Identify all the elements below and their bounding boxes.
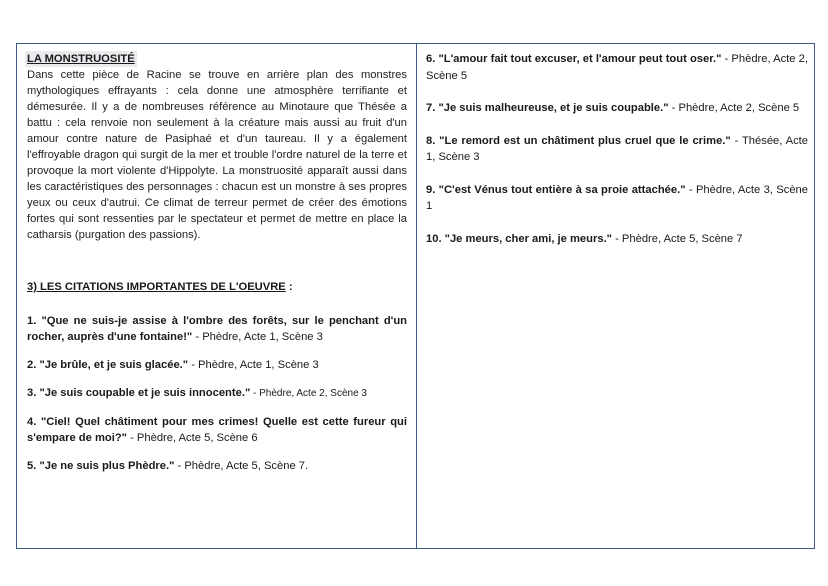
quote-item [426, 100, 808, 117]
quote-text: 6. "L'amour fait tout excuser, et l'amour peut tout oser." [426, 53, 722, 65]
quote-source: - Phèdre, Acte 1, Scène 3 [192, 331, 323, 343]
quote-text: 3. "Je suis coupable et je suis innocente." [27, 387, 251, 399]
quote-source: - Phèdre, Acte 5, Scène 6 [126, 432, 258, 444]
section-heading-monstruosite: LA MONSTRUOSITÉ [27, 53, 135, 65]
quote-source: - Phèdre, Acte 5, Scène 7. [174, 460, 309, 472]
quote-text: 7. "Je suis malheureuse, et je suis coupable." [426, 102, 669, 114]
left-column [17, 44, 417, 548]
quote-item [426, 231, 808, 248]
citations-title-text: 3) LES CITATIONS IMPORTANTES DE L'OEUVRE [27, 281, 286, 293]
quote-text: 1. "Que ne suis-je assise à l'ombre des forêts, sur le penchant d'un rocher, auprès d'une fontaine!" [27, 315, 407, 343]
quote-item [27, 313, 407, 345]
document-table [16, 43, 815, 549]
quote-text: 2. "Je brûle, et je suis glacée." [27, 359, 189, 371]
citations-section-title [27, 279, 407, 295]
quote-text: 9. "C'est Vénus tout entière à sa proie attachée." [426, 183, 686, 196]
quote-source: - Phèdre, Acte 2, Scène 5 [668, 102, 800, 114]
quote-item [27, 414, 407, 446]
citations-title-suffix: : [285, 281, 293, 293]
quote-item [27, 357, 407, 373]
quote-item [426, 133, 808, 166]
quote-text: 8. "Le remord est un châtiment plus cruel que le crime." [426, 134, 731, 147]
quote-text: 10. "Je meurs, cher ami, je meurs." [426, 232, 612, 245]
quote-source: - Phèdre, Acte 2, Scène 5 [426, 53, 808, 82]
quote-text: 5. "Je ne suis plus Phèdre." [27, 460, 175, 472]
quote-item [426, 182, 808, 215]
right-column [417, 44, 814, 548]
quote-text: 4. "Ciel! Quel châtiment pour mes crimes! Quelle est cette fureur qui s'empare de moi?" [27, 416, 407, 444]
monstruosite-paragraph: Dans cette pièce de Racine se trouve en arrière plan des monstres mythologiques effrayants : cela donne une atmosphère terrifiante et démesurée. Il y a de nombreuses référence au Minotaure que Thésée a battu : cela renvoie non seulement à la créature mais aussi au fruit d'un amour contre nature de Pasiphaé et d'un taureau. Il y a également l'effroyable dragon qui surgit de la mer et trouble l'ordre naturel de la terre et provoque la mort violente d'Hippolyte. La monstruosité apparaît aussi dans les caractéristiques des personnages : chacun est un monstre à ses propres yeux ou ceux d'autrui. Ce climat de terreur permet de créer des émotions fortes qui sont ressenties par le spectateur et permet de mettre en place la catharsis (purgation des passions). [27, 69, 407, 241]
quote-item [27, 458, 407, 474]
quote-source: - Phèdre, Acte 2, Scène 3 [250, 388, 367, 399]
quote-source: - Phèdre, Acte 1, Scène 3 [188, 359, 319, 371]
quote-source: - Thésée, Acte 1, Scène 3 [426, 134, 809, 163]
quote-source: - Phèdre, Acte 3, Scène 1 [426, 183, 808, 212]
quote-source: - Phèdre, Acte 5, Scène 7 [611, 232, 743, 245]
quote-item [27, 385, 407, 402]
quote-item [426, 51, 808, 84]
